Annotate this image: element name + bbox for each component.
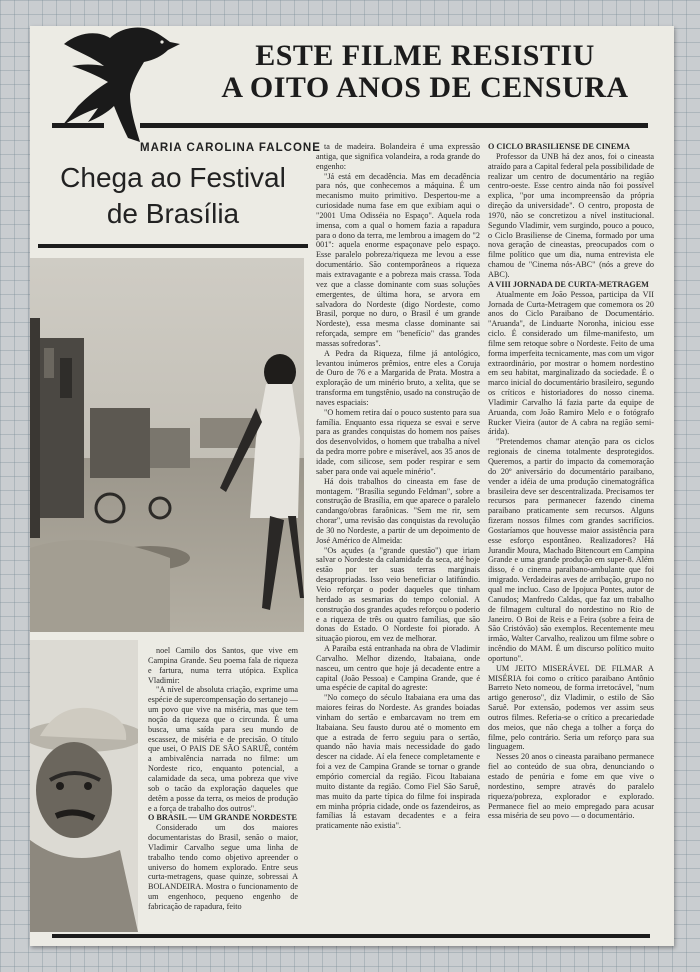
col3-paragraph-1: Professor da UNB há dez anos, foi o cineasta atraído para a Capital federal pela possibilidade de realizar um centro de documentário na região centro-oeste. Esse centro ainda não foi possível explica, "por uma incompreensão da própria direção da universidade". O centro, proposta de 1970, não se concretizou a nível institucional. Segundo Vladimir, vem surgindo, pouco a pouco, o Ciclo Brasiliense de Cinema, formado por uma nova geração de cineastas, preocupados com o filme político que um dia, numa entrevista ele chamou de "Cinema nós-ABC" (nós a greve do ABC).	[488, 151, 654, 279]
col2-paragraph-5: Há dois trabalhos do cineasta em fase de montagem. "Brasília segundo Feldman", sobre a construção de Brasília, em que aparece o paralelo candango/obras faraônicas. "Sem me rir, sem chorar", uma revisão das conquistas da revolução de 30 no Nordeste, a partir de um depoimento de José Américo de Almeida:	[316, 476, 480, 545]
byline: MARIA CAROLINA FALCONE	[140, 142, 321, 154]
man-in-hat-image	[30, 640, 138, 932]
col3-section-heading-2: A VIII JORNADA DE CURTA-METRAGEM	[488, 279, 649, 289]
col2-paragraph-6: "Os açudes (a "grande questão") que iriam salvar o Nordeste da calamidade da seca, até hoje estão por ter suas terras marginais desapropriadas. Isso veio beneficiar o latifúndio. Veio reforçar o poder daqueles que tinham herdado as sesmarias do tempo colonial. A construção dos grandes açudes reforçou o poderio e a riqueza de três ou quatro famílias, que são donas do Estado. O Nordeste foi piorado. A situação piorou, em vez de melhorar.	[316, 545, 480, 644]
portrait-photo	[30, 640, 138, 932]
street-scene-image	[30, 258, 304, 632]
top-rule-left	[52, 123, 104, 128]
col2-paragraph-1: ta de madeira. Bolandeira é uma expressão antiga, que significa volandeira, a roda grande do engenho:	[316, 142, 480, 171]
col2-paragraph-7: A Paraíba está entranhada na obra de Vladimir Carvalho. Melhor dizendo, Itabaiana, onde nasceu, um centro que hoje já decadente entre a capital (João Pessoa) e Campina Grande, que é uma espécie de capital do agreste:	[316, 644, 480, 693]
bottom-rule	[52, 934, 650, 938]
col3-paragraph-2: Atualmente em João Pessoa, participa da VII Jornada de Curta-Metragem que comemora os 20 anos do Ciclo Paraibano de Documentário. "Aruanda", de Linduarte Noronha, iniciou esse ciclo. É considerado um filme-manifesto, um filme sem retoque sobre o Nordeste. Feito de uma forma imperfeita tecnicamente, mas com um vigor extraordinário, por mostrar o homem nordestino em seu habitat, marginalizado da sociedade. É o marco inicial do documentário brasileiro, segundo os críticos e historiadores do nosso cinema. Vladimir Carvalho lá fazia parte da equipe de Aruanda, com João Ramiro Melo e o fotógrafo Rucker Vieira (autor de A cabra na região semi-árida).	[488, 289, 654, 437]
headline	[190, 40, 660, 104]
col1-paragraph-3: Considerado um dos maiores documentaristas do Brasil, senão o maior, Vladimir Carvalho segue uma linha de trabalho tendo como objetivo apreender o universo do homem explorado. Entre seus curta-metragens, quase quinze, sobressai A BOLANDEIRA. Mostra o funcionamento de um engenhoco, pequeno engenho de fabricação de rapadura, feito	[148, 823, 298, 911]
col2-paragraph-4: "O homem retira daí o pouco sustento para sua família. Enquanto essa riqueza se esvai e serve para as grandes conquistas do homem nos países dos desenvolvidos, o homem que trabalha a nível da pedra morre pobre e miserável, aos 35 anos de idade, com silicose, sem poder respirar e sem saber para onde vai aquele minério".	[316, 407, 480, 476]
article-subhead	[38, 160, 308, 232]
top-rule-right	[140, 123, 648, 128]
col3-paragraph-3: "Pretendemos chamar atenção para os ciclos regionais de cinema totalmente desprotegidos. Queremos, a partir do impacto da comemoração do 20º aniversário do documentário paraibano, vender a idéia de uma produção cinematográfica brasileira deve ser descentralizada. Precisamos ter recursos para permanecer fazendo cinema paraibano praticamente sem recursos. Alguns fizeram nossos filmes com grandes sacrifícios. Gostaríamos que houvesse maior assistência para esse esforço espontâneo. Realizadores? Há Jurandir Moura, Machado Bitencourt em Campina Grande e uma grande produção em super-8. Além disso, é o cinema paraibano-ambulante que foi imigrado. Verdadeiras aves de arribação, grupo no qual me incluo. Caso de Ipojuca Pontes, autor de Canudos; Manfredo Caldas, que faz um trabalho de filmagem cultural do nordestino no Rio de Janeiro. O Boi de Reis e a Feira (sobre a feira de São Cristóvão) são exemplos. Recentemente meu irmão, Walter Carvalho, realizou um filme sobre o incêndio do MAM. É um discurso político muito oportuno".	[488, 437, 654, 663]
col2-paragraph-8: "No começo do século Itabaiana era uma das maiores feiras do Nordeste. As grandes boiadas vinham do sertão e embarcavam no trem em Itabaiana. Seu fausto durou até o momento em que a estrada de ferro seguiu para o sertão, quando não havia mais necessidade do gado descer na cidade. Aí ela fenece completamente e foi a vez de Campina Grande se tornar o grande empório comercial da região. Ficou Itabaiana muito distante da região. Como Fiel São Saruê, mas muito da parte típica do filme foi inspirada em minha própria cidade, onde os fazendeiros, as famílias lá estavam decadentes e a feira praticamente não existia".	[316, 693, 480, 831]
col2-paragraph-3: A Pedra da Riqueza, filme já antológico, levantou inúmeros prêmios, entre eles a Coruja de Ouro de 76 e a Margarida de Prata. Mostra a exploração de um minério bruto, a xelita, que se transforma em tungstênio, usado na construção de naves espaciais:	[316, 348, 480, 407]
subhead-line2: de Brasília	[106, 198, 240, 229]
subhead-line1: Chega ao Festival	[60, 162, 286, 193]
newspaper-clipping	[30, 26, 674, 946]
col1-paragraph-2: "A nível de absoluta criação, exprime uma espécie de supercompensação do sertanejo — um povo que vive na miséria, mas que tem noção da riqueza que o circunda. É uma busca, uma saída para seu mundo de escassez, de miséria e de precisão. O título que usei, O PAIS DE SÃO SARUÊ, contém a ambivalência narrada no filme: um Nordeste rico, enquanto potencial, a calamidade da seca, uma pobreza que vive sob o tacão da exploração daqueles que detêm a posse da terra, os meios de produção e a força de trabalho dos outros".	[148, 685, 298, 813]
headline-line2: A OITO ANOS DE CENSURA	[221, 71, 629, 104]
col3-paragraph-4: UM JEITO MISERÁVEL DE FILMAR A MISÉRIA foi como o crítico paraibano Antônio Barreto Neto nomeou, de forma irretocável, "num artigo generoso", diz Vladimir, o estilo de São Saruê. Por extensão, podemos ver assim seus outros filmes. Referia-se o crítico a precariedade dos meios, que não chega a tolher a força do filme, pelo contrário. Seria um reforço para sua linguagem.	[488, 663, 654, 752]
col1-paragraph-1: noel Camilo dos Santos, que vive em Campina Grande. Seu poema fala de riqueza e fartura, numa terra utópica. Explica Vladimir:	[148, 646, 298, 685]
col1-section-heading: O BRASIL — UM GRANDE NORDESTE	[148, 813, 297, 823]
col3-paragraph-5: Nesses 20 anos o cineasta paraibano permanece fiel ao conteúdo de sua obra, denunciando o estado de penúria e fome em que vive o nordestino, sempre através do paralelo riqueza/pobreza, explorador e explorado. Permanece fiel ao meio empregado para acusar essa miséria de seu povo — o documentário.	[488, 752, 654, 821]
article-column-2	[316, 142, 480, 934]
headline-line1: ESTE FILME RESISTIU	[255, 39, 595, 72]
subhead-rule	[38, 244, 308, 248]
article-column-1	[148, 646, 298, 936]
article-column-3	[488, 142, 654, 934]
street-photo	[30, 258, 304, 632]
col2-paragraph-2: "Já está em decadência. Mas em decadência para nós, que conhecemos a máquina. É um mecanismo muito primitivo. Despertou-me a curiosidade numa fase em que exibiam aqui o "2001 Uma Odisséia no Espaço". Aquela roda imensa, com a qual o homem fazia a rapadura para o dono da terra, me lembrou a imagem do "2 001": aquela enorme espaçonave pelo espaço. Esse paralelo pobreza/riqueza me levou a esse documentário. São contemporâneos a riqueza mais extravagante e a pobreza mais crassa. Toda vez que a classe dominante com suas soluções emergentes, de última hora, se arvora em salvadora do Nordeste (digo Nordeste, como Brasil, porque no duro, o Brasil é um grande Nordeste), essa mesma classe dominante sai reforçada, sempre em "benefício" das grandes massas sofredoras".	[316, 171, 480, 348]
col3-section-heading-1: O CICLO BRASILIENSE DE CINEMA	[488, 142, 630, 151]
